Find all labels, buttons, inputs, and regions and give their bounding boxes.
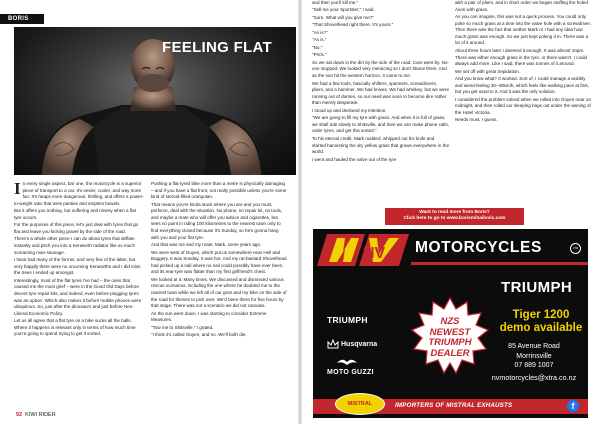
paragraph: "As is." [312,37,327,43]
paragraph: "That Shovelhead right there. It's yours." [312,22,394,28]
paragraph: To his eternal credit, Mark nodded, whipped out his knife and started harvesting the dry yellow grass that grows everywhere in the world. [312,135,449,155]
paragraph: "Sell me your Sportster," I said. [312,7,375,13]
nv-logo-text: NV [363,245,386,262]
paragraph: There's a whole other piece I can do about tyres that deflate instantly and pitch you into a Kenworth radiator like so much screaming man-sausage. [14,236,136,255]
ad-heading: MOTORCYCLES [415,239,542,256]
paragraph: And you know what? It worked. Sort of. I could manage a wobbly and weird-feeling 30–40km/h, which feels like walking pace at first, but you get used to it. And it was the only solution. [455,76,589,95]
promo-link[interactable] [385,208,524,225]
ltd-mark: LTD [570,243,581,254]
newest-dealer-badge [410,297,490,377]
paragraph: I considered the problem solved when we rolled into Ouyen near on midnight, and then rolled our sleeping bags out under the awning of the Hotel Victoria. [455,96,591,115]
article-column-3 [312,0,449,164]
paragraph: and then you'll kill me." [312,0,359,5]
paragraph: "No." [312,44,323,50]
paragraph: As you can imagine, this was not a quick process. You could only poke so much grass at a time into the valve hole with a screwdriver. Then there was the fact that neither Mark or I had any idea how much grass was enough. So we just kept poking it in. There was a lot of it around. [455,14,591,46]
badge-text [410,317,490,359]
promo-line-2: Click here to go to www.borismihailovic.com [403,216,506,221]
paragraph: For the purposes of this piece, let's just deal with tyres that go flat and leave you kicking gravel by the side of the road. [14,222,139,234]
moto-guzzi-logo [327,369,374,376]
right-page [302,0,600,424]
promo-line-1: Want to read more from Boris? [419,210,490,215]
mistral-tagline: IMPORTERS OF MISTRAL EXHAUSTS [395,402,513,409]
email-address[interactable]: nvmotorcycles@xtra.co.nz [491,372,577,382]
section-tag: BORIS [0,14,44,24]
red-stripe [411,262,588,265]
husqvarna-logo [327,339,377,349]
hero-photo [14,27,296,175]
nv-motorcycles-ad[interactable] [313,229,588,418]
paragraph: That means you're kinda stuck where you are and you must, perforce, deal with the situation. No phone, no repair kit, no tools, and maybe a mate who will offer you advice and cigarettes, but sees no point in riding 100 kilometres to the nearest town only to find everything closed because it's Sunday, so he's gonna hang with you and your flat tyre. [151,201,283,240]
paragraph: So we sat down in the dirt by the side of the road. Cars went by. No-one stopped. We looked very menacing so I don't blame them. And as the sun hit the western horizon, it came to me. [312,59,449,79]
ad-header [313,232,588,266]
paragraph: We were west of Ouyen, which put us somewhere near Hell and Buggery. It was Sunday. It was hot. And my rat-bastard Shovelhead had picked up a nail where no nail could possibly have ever been, and its rear-tyre was flatter than my first girlfriend's chest. [151,249,287,275]
triumph-logo-large: TRIUMPH [501,279,573,296]
husqvarna-crown-icon [327,339,339,349]
paragraph: As the sun went down, I was starting to consider Extreme Measures. [151,310,267,323]
paragraph: "I think it's called Ouyen, and no. We'll both die, [151,332,247,338]
paragraph: Let us all agree that a flat tyre on a bike sucks all the balls. Where it happens is relevant only in terms of how much time you're going to spend trying to get it sorted. [14,318,136,337]
phone-number[interactable]: 07 889 1007 [514,362,554,369]
nv-logo [315,232,413,268]
badge-line-3: TRIUMPH [428,337,472,348]
paragraph: Interestingly, most of the flat tyres I've had – the ones that caused me the most grief – were in the Good Old Days before decent tyre repair kits, and indeed, even before plugging tyres was an option. Which also makes it before mobile phones were ubiquitous. So, just after the dinosaurs and just before Neo-Liberal Economic Policy. [14,277,142,316]
magazine-name: KIWI RIDER [25,412,56,418]
paragraph: I have had many of the former, and very few of the latter, but very happily there were no oncoming Kenworths and I did miss the trees I ended up amongst. [14,257,141,276]
model-availability: demo available [499,322,583,334]
paragraph: with a pair of pliers, and in short order we began stuffing the holed Avon with grass. [455,0,588,12]
facebook-icon[interactable]: f [567,400,579,412]
moto-guzzi-label: MOTO GUZZI [327,369,374,376]
triumph-logo-small: TRIUMPH [327,315,368,325]
paragraph: I went and hauled the valve out of the tyre [312,156,397,162]
paragraph: We looked at it. Many times. We discussed and dismissed various rescue scenarios, including the one where he doubled me to the nearest town while we left all of our gear and my bike on the side of the road for thieves to pick over. We'd been there for five hours by that stage. There was not a scenario we did not canvass. [151,276,287,309]
paragraph: "As is?" [312,29,328,35]
paragraph: Needs must, I guess. [455,117,498,123]
eagle-icon [337,357,357,367]
article-title: FEELING FLAT [162,39,272,56]
article-column-4 [455,0,592,125]
paragraph: We set off with great trepidation. [455,68,521,74]
paragraph: About three hours later I deemed it enough. It was almost 10pm. There was either enough grass in the tyre, or there wasn't. I could always add more. Like I said, there was tonnes of it around. [455,47,588,67]
paragraph: In every single aspect, bar one, the motorcycle is a superior piece of transport to a car. It's sexier, cooler, and way more fun. It's heaps more dangerous, thrilling, and offers a power-to-weight ratio that wets panties and empties bowels. [14,179,144,206]
city-line: Morrinsville [516,352,552,360]
tiger-1200-offer [496,309,586,335]
husqvarna-label: Husqvarna [341,340,378,348]
paragraph: I stood up and declared my intention. [312,107,387,113]
badge-line-2: NEWEST [429,326,471,338]
badge-line-1: NZS [440,316,460,327]
paragraph: But it offers you nothing, but suffering and misery when a flat tyre occurs. [14,208,136,220]
paragraph: "Tow me to Shitsville," I grated. [151,324,214,330]
page-number: 92 [16,412,23,418]
article-column-2 [151,181,287,340]
paragraph: "We are going to fill my tyre with grass. And when it is full of grass, we shall ride slowly to Shitsville, and then we can make phone calls, order tyres, and get this sorted." [312,115,449,134]
article-column-1 [14,181,144,339]
model-name: Tiger 1200 [512,309,570,321]
folio [16,412,56,418]
mistral-logo: MISTRAL [335,393,385,415]
paragraph: We had a few tools, basically shifters, spanners, screwdrivers, pliers, and a hammer. We had knives. We had whiskey, but we were running out of durries, so our need was soon to become dire rather than merely desperate. [312,80,449,106]
drop-cap: I [14,179,21,198]
paragraph: "Sure. What will you give me?" [312,14,374,20]
dealer-contact [485,342,583,382]
address-line: 85 Avenue Road [508,343,560,350]
paragraph: And that was me and my mate, Mark, some years ago. [151,242,262,248]
left-page [0,0,298,424]
paragraph: Pushing a flat-tyred bike more than a metre is physically damaging – and if you have a flat front, not really possible unless you're some kind of steroid-filled orangutan. [151,181,287,200]
paragraph: "Prick." [312,52,327,58]
badge-line-4: DEALER [430,347,470,359]
